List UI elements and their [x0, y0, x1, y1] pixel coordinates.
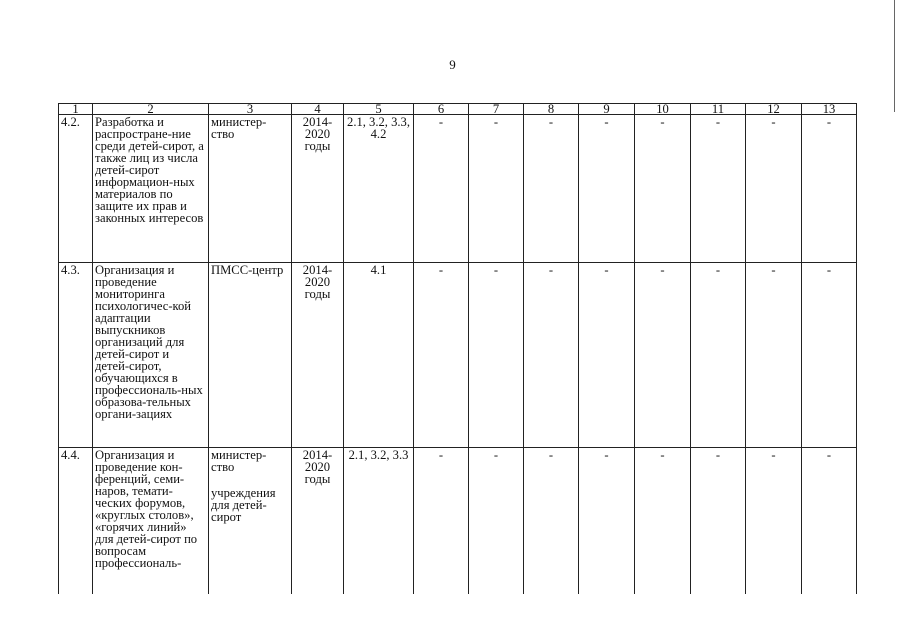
column-header: 3: [209, 104, 292, 115]
period: 2014-2020 годы: [292, 115, 344, 263]
value-cell: -: [579, 263, 635, 448]
column-header: 7: [469, 104, 524, 115]
executor: министер-ство: [211, 448, 267, 474]
value-cell: -: [746, 115, 802, 263]
column-header: 1: [59, 104, 93, 115]
table-row: [59, 115, 857, 263]
page-number: 9: [449, 57, 456, 72]
measure-number: 4.2.: [59, 115, 93, 263]
column-header: 5: [344, 104, 414, 115]
column-header: 2: [93, 104, 209, 115]
header-row: [59, 104, 857, 115]
value-cell: -: [579, 115, 635, 263]
period: 2014-2020 годы: [292, 263, 344, 448]
value-cell: -: [414, 115, 469, 263]
measure-number: 4.4.: [59, 448, 93, 595]
value-cell: -: [635, 448, 691, 595]
executor: ПМСС-центр: [211, 263, 284, 277]
value-cell: -: [524, 263, 579, 448]
column-header: 13: [802, 104, 857, 115]
table-row: [59, 448, 857, 595]
measure-name: Организация и проведение мониторинга психологичес-кой адаптации выпускников организаций для детей-сирот и детей-сирот, обучающихся в профессиональ-ных образова-тельных органи-зациях: [93, 263, 209, 448]
column-header: 12: [746, 104, 802, 115]
executor-cell: [209, 263, 292, 448]
period: 2014-2020 годы: [292, 448, 344, 595]
value-cell: -: [469, 263, 524, 448]
executor-cell: [209, 115, 292, 263]
value-cell: -: [414, 448, 469, 595]
value-cell: -: [635, 263, 691, 448]
indicators: 4.1: [344, 263, 414, 448]
indicators: 2.1, 3.2, 3.3: [344, 448, 414, 595]
column-header: 8: [524, 104, 579, 115]
measure-name: Организация и проведение кон-ференций, семи-наров, темати-ческих форумов, «круглых столов», «горячих линий» для детей-сирот по вопросам профессиональ-: [93, 448, 209, 595]
value-cell: -: [524, 115, 579, 263]
value-cell: -: [691, 115, 746, 263]
column-header: 4: [292, 104, 344, 115]
value-cell: -: [635, 115, 691, 263]
value-cell: -: [746, 448, 802, 595]
value-cell: -: [691, 263, 746, 448]
executor: министер-ство: [211, 115, 267, 141]
value-cell: -: [469, 448, 524, 595]
column-header: 11: [691, 104, 746, 115]
value-cell: -: [802, 263, 857, 448]
value-cell: -: [746, 263, 802, 448]
value-cell: -: [414, 263, 469, 448]
program-measures-table: [58, 103, 857, 594]
column-header: 6: [414, 104, 469, 115]
value-cell: -: [691, 448, 746, 595]
measure-number: 4.3.: [59, 263, 93, 448]
column-header: 10: [635, 104, 691, 115]
scan-edge-line: [894, 0, 895, 112]
measure-name: Разработка и распростране-ние среди детей-сирот, а также лиц из числа детей-сирот информацион-ных материалов по защите их прав и законных интересов: [93, 115, 209, 263]
table-row: [59, 263, 857, 448]
value-cell: -: [469, 115, 524, 263]
value-cell: -: [802, 115, 857, 263]
value-cell: -: [524, 448, 579, 595]
indicators: 2.1, 3.2, 3.3, 4.2: [344, 115, 414, 263]
column-header: 9: [579, 104, 635, 115]
value-cell: -: [579, 448, 635, 595]
value-cell: -: [802, 448, 857, 595]
executor: учреждения для детей-сирот: [211, 486, 276, 524]
executor-cell: [209, 448, 292, 595]
